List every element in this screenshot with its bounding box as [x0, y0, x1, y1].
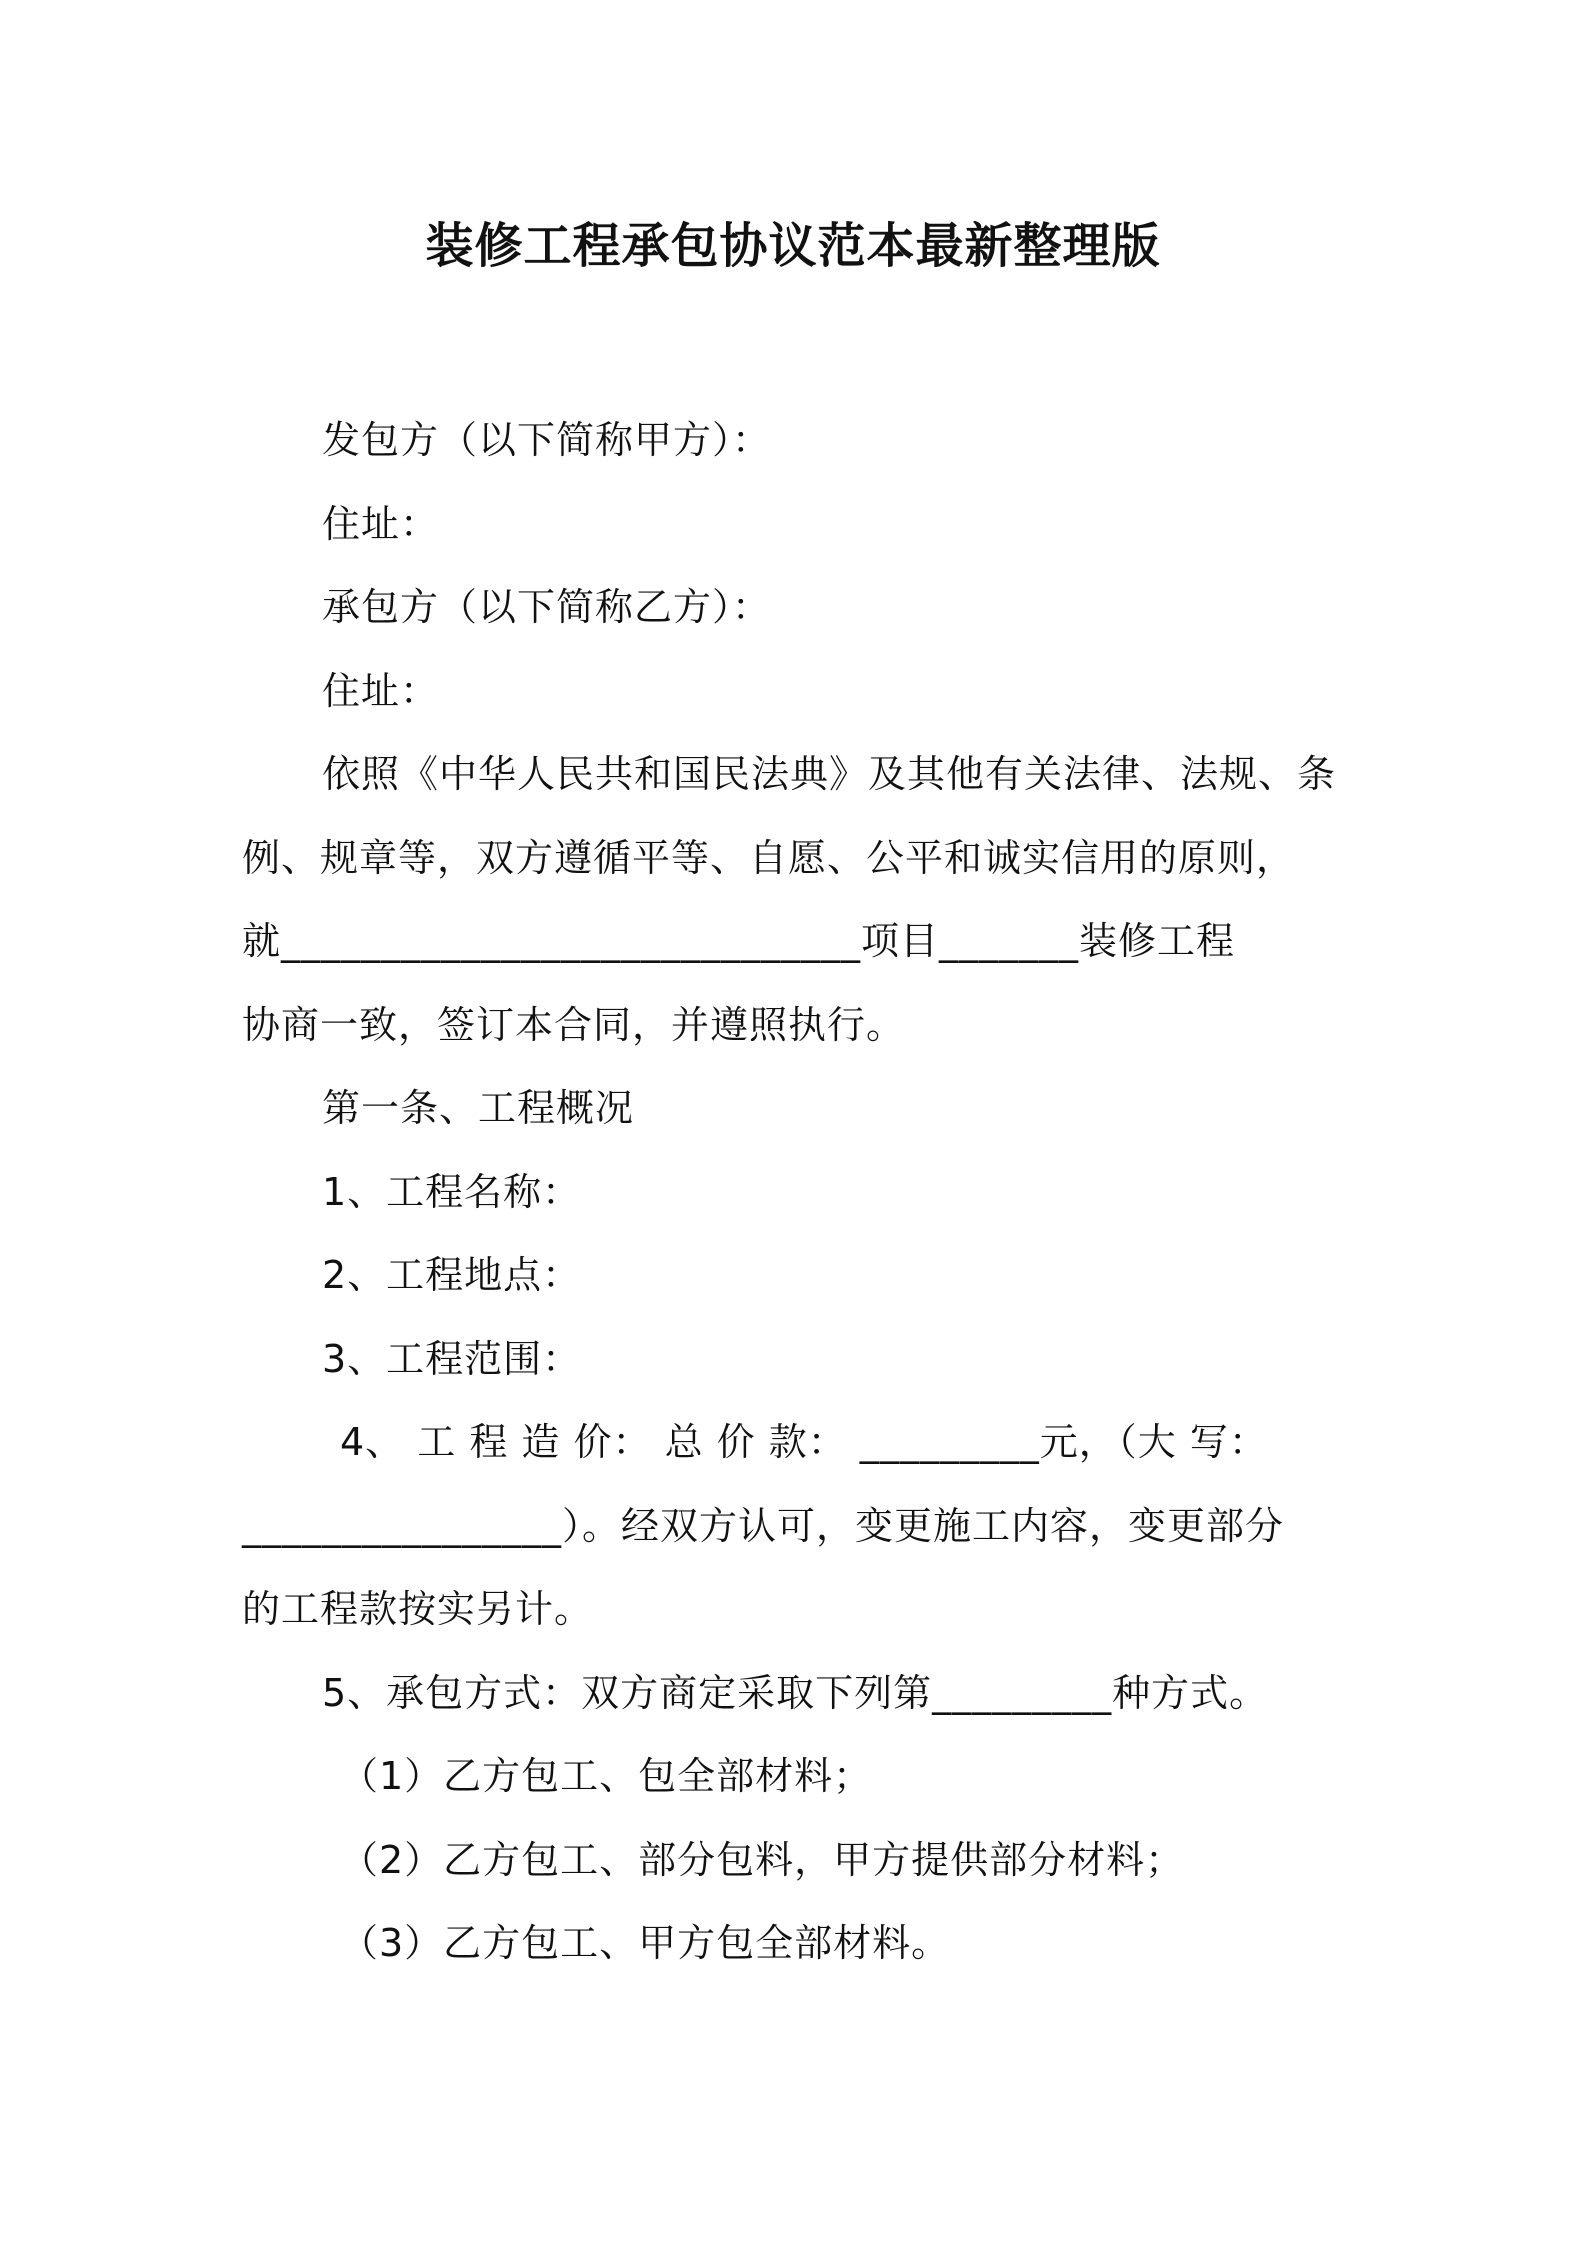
preamble-line-2: 例、规章等，双方遵循平等、自愿、公平和诚实信用的原则， — [242, 836, 1296, 880]
contract-method-line: 5、承包方式：双方商定采取下列第_________种方式。 — [322, 1671, 1269, 1715]
project-cost-line-3: 的工程款按实另计。 — [242, 1587, 594, 1631]
project-cost-line-1: 4、 工 程 造 价： 总 价 款： _________元，（大 写： — [340, 1420, 1268, 1464]
preamble-line-1: 依照《中华人民共和国民法典》及其他有关法律、法规、条 — [322, 752, 1337, 796]
preamble-line-3: 就_____________________________项目_______装修工程 — [242, 919, 1236, 963]
project-location-label: 2、工程地点： — [322, 1253, 582, 1297]
preamble-line-4: 协商一致，签订本合同，并遵照执行。 — [242, 1003, 906, 1047]
method-option-2: （2）乙方包工、部分包料，甲方提供部分材料； — [340, 1838, 1185, 1882]
project-name-label: 1、工程名称： — [322, 1170, 582, 1214]
method-option-3: （3）乙方包工、甲方包全部材料。 — [340, 1921, 951, 1965]
project-scope-label: 3、工程范围： — [322, 1337, 582, 1381]
document-title: 装修工程承包协议范本最新整理版 — [425, 218, 1161, 274]
method-option-1: （1）乙方包工、包全部材料； — [340, 1754, 873, 1798]
party-a-address-label: 住址： — [322, 502, 440, 546]
article-1-heading: 第一条、工程概况 — [322, 1086, 635, 1130]
party-b-label: 承包方（以下简称乙方）： — [322, 585, 772, 629]
project-cost-line-2: ________________）。经双方认可，变更施工内容，变更部分 — [242, 1504, 1285, 1548]
party-b-address-label: 住址： — [322, 669, 440, 713]
party-a-label: 发包方（以下简称甲方）： — [322, 418, 772, 462]
